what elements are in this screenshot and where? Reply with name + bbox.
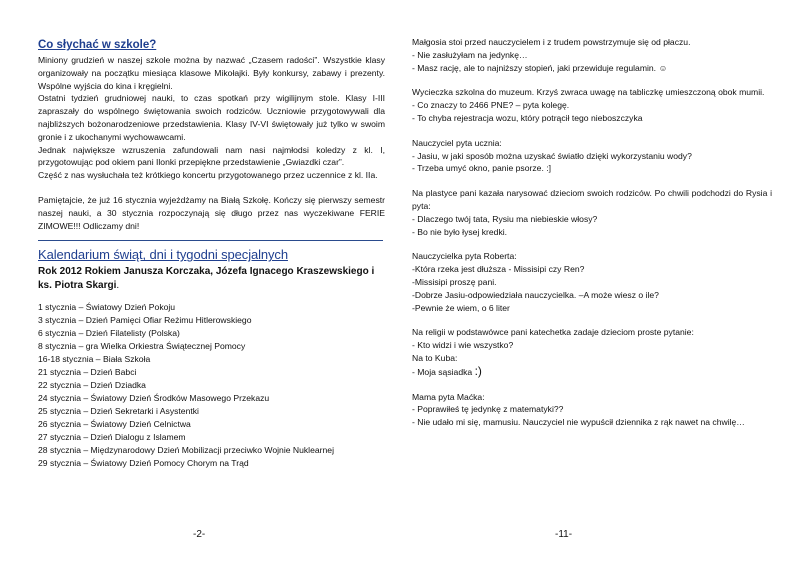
left-column [38,38,385,470]
joke-line: -Która rzeka jest dłuższa - Missisipi czy Ren? [412,264,585,275]
joke-block [412,391,772,429]
joke-line: Mama pyta Maćka: [412,391,485,402]
joke-line: Na religii w podstawówce pani katechetka zadaje dzieciom proste pytanie: [412,327,694,338]
joke-block [412,36,772,74]
calendar-item: 6 stycznia – Dzień Filatelisty (Polska) [38,328,180,339]
calendar-item: 8 stycznia – gra Wielka Orkiestra Świątecznej Pomocy [38,341,246,352]
smiley-text: :) [474,363,482,378]
joke-line: - Co znaczy to 2466 PNE? – pyta kolegę. [412,100,570,111]
joke-line: Nauczyciel pyta ucznia: [412,137,502,148]
joke-line: Na to Kuba: [412,352,458,363]
right-page [400,0,800,565]
joke-line-kuba [412,365,772,379]
calendar-subtitle-dot: . [116,280,120,292]
joke-line: - Nie zasłużyłam na jedynkę… [412,49,528,60]
calendar-item: 1 stycznia – Światowy Dzień Pokoju [38,302,176,313]
calendar-item: 16-18 stycznia – Biała Szkoła [38,354,151,365]
joke-line: - Kto widzi i wie wszystko? [412,340,514,351]
calendar-item: 21 stycznia – Dzień Babci [38,367,137,378]
joke-block [412,137,772,175]
news-paragraph-1: Miniony grudzień w naszej szkole można by nazwać „Czasem radości”. Wszystkie klasy organizowały na początku miesiąca klasowe Mikołajki. Były konkursy, zabawy i prezenty. Wspólne wyjścia do kina i kręgielni. [38,55,385,91]
calendar-item: 29 stycznia – Światowy Dzień Pomocy Chorym na Trąd [38,458,249,469]
calendar-item: 26 stycznia – Światowy Dzień Celnictwa [38,419,191,430]
news-heading: Co słychać w szkole? [38,39,157,51]
calendar-item: 3 stycznia – Dzień Pamięci Ofiar Reżimu Hitlerowskiego [38,315,252,326]
calendar-item: 22 stycznia – Dzień Dziadka [38,380,146,391]
joke-block [412,250,772,314]
calendar-item: 28 stycznia – Międzynarodowy Dzień Mobilizacji przeciwko Wojnie Nuklearnej [38,445,334,456]
calendar-subtitle [38,265,385,293]
joke-line: - Trzeba umyć okno, panie psorze. :] [412,163,551,174]
calendar-list [38,301,385,470]
calendar-item: 24 stycznia – Światowy Dzień Środków Masowego Przekazu [38,393,270,404]
news-paragraph-4: Część z nas wysłuchała też krótkiego koncertu przygotowanego przez uczennice z kl. IIa. [38,170,378,181]
joke-line: - Nie udało mi się, mamusiu. Nauczyciel nie wypuścił dziennika z rąk nawet na chwilę… [412,417,745,428]
joke-line: -Dobrze Jasiu-odpowiedziała nauczycielka. –A może wiesz o ile? [412,289,659,300]
calendar-item: 25 stycznia – Dzień Sekretarki i Asystentki [38,406,199,417]
calendar-subtitle-text: Rok 2012 Rokiem Janusza Korczaka, Józefa Ignacego Kraszewskiego i ks. Piotra Skargi [38,266,375,292]
joke-line: Na plastyce pani kazała narysować dzieciom swoich rodziców. Po chwili podchodzi do Rysia i pyta: [412,188,772,211]
page-number-left: -2- [193,529,206,540]
joke-line: - Poprawiłeś tę jedynkę z matematyki?? [412,404,564,415]
joke-line: - Masz rację, ale to najniższy stopień, jaki przewiduje regulamin. ☺ [412,62,668,73]
joke-line: Małgosia stoi przed nauczycielem i z trudem powstrzymuje się od płaczu. [412,37,691,47]
section-divider [38,240,383,241]
spacer [38,182,385,194]
calendar-item: 27 stycznia – Dzień Dialogu z Islamem [38,432,186,443]
joke-line: - Bo nie było łysej kredki. [412,226,508,237]
joke-block [412,326,772,378]
joke-line: - Jasiu, w jaki sposób można uzyskać światło dzięki wykorzystaniu wody? [412,150,692,161]
page-number-right: -11- [555,529,573,540]
news-paragraph-5: Pamiętajcie, że już 16 stycznia wyjeżdżamy na Białą Szkołę. Kończy się pierwszy semestr naszej nauki, a 30 stycznia rozpoczynają się długo przez nas wyczekiwane FERIE ZIMOWE!!! Odliczamy dni! [38,194,385,231]
news-paragraph-2: Ostatni tydzień grudniowej nauki, to czas spotkań przy wigilijnym stole. Klasy I-III zapraszały do wspólnego świętowania swoich rodziców. Uczniowie przygotowywali dla najbliższych bożonarodzeniowe przedstawienia. Klasy IV-VI świętowały już tylko w swoim gronie i z ukochanymi wychowawcami. [38,93,385,142]
joke-line: -Missisipi proszę pani. [412,276,497,287]
joke-line: -Pewnie że wiem, o 6 liter [412,302,510,313]
jokes-column [412,36,772,441]
news-paragraph-3: Jednak największe wzruszenia zafundowali nam nasi najmłodsi koledzy z kl. I, przygotowując pod okiem pani Ilonki przepiękne przedstawienie „Gwiazdki czar”. [38,144,385,168]
kuba-answer: - Moja sąsiadka [412,366,475,377]
joke-block [412,86,772,124]
joke-block [412,187,772,238]
calendar-heading: Kalendarium świąt, dni i tygodni specjalnych [38,247,288,263]
joke-line: Wycieczka szkolna do muzeum. Krzyś zwraca uwagę na tabliczkę umieszczoną obok mumii. [412,87,765,98]
joke-line: - To chyba rejestracja wozu, który potrącił tego nieboszczyka [412,112,643,123]
joke-line: Nauczycielka pyta Roberta: [412,251,517,262]
joke-line: - Dlaczego twój tata, Rysiu ma niebieskie włosy? [412,213,598,224]
